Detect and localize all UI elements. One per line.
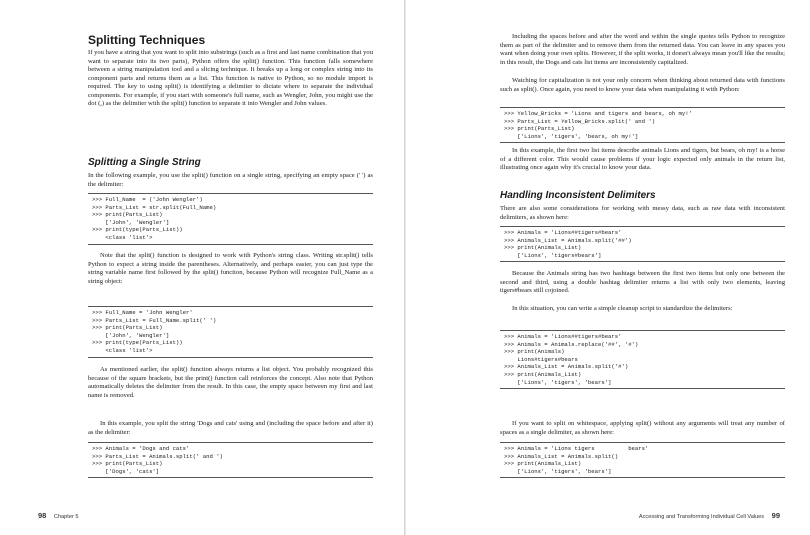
right-footer (639, 511, 780, 520)
paragraph: In the following example, you use the split() function on a single string, specifying an empty space (' ') as the delimiter: (88, 172, 373, 188)
paragraph: Including the spaces before and after the word and within the single quotes tells Python to recognize them as part of the delimiter and to remove them from the returned data. You can leave in any spaces you want when doing your own splits. However, if the split works, it doesn't always mean you'll like the results; in this result, the Dogs and cats list items are inconsistently capitalized. (500, 33, 785, 66)
chapter-label: Chapter 5 (53, 514, 79, 520)
paragraph: Because the Animals string has two hashtags between the first two items but only one between the second and third, using a double hashtag delimiter returns a list with only two elements, leaving tigers#bears still cojoined. (500, 270, 785, 294)
page-number: 99 (771, 511, 780, 520)
paragraph: As mentioned earlier, the split() function always returns a list object. You probably recognized this because of the square brackets, but the print() function call reinforces the concept. Also note that Python automatically deletes the delimiter from the result. In this case, the empty space between my first and last name is removed. (88, 366, 373, 399)
subsection-title: Handling Inconsistent Delimiters (500, 190, 656, 201)
subsection-title: Splitting a Single String (88, 157, 201, 168)
running-head: Accessing and Transforming Individual Cell Values (638, 514, 765, 520)
left-footer (38, 511, 78, 520)
paragraph: In this situation, you can write a simple cleanup script to standardize the delimiters: (512, 305, 733, 312)
code-block: >>> Full_Name = 'John Wengler' >>> Parts_List = Full_Name.split(' ') >>> print(Parts_List) ['John', 'Wengler'] >>> print(type(Parts_List)) <class 'list'> (88, 306, 373, 358)
left-page (0, 0, 404, 535)
paragraph: If you want to split on whitespace, applying split() without any arguments will treat any number of spaces as a single delimiter, as shown here: (500, 420, 785, 436)
page-number: 98 (38, 511, 47, 520)
code-block: >>> Animals = 'Dogs and cats' >>> Parts_List = Animals.split(' and ') >>> print(Parts_List) ['Dogs', 'cats'] (88, 442, 373, 478)
right-page (406, 0, 810, 535)
section-title: Splitting Techniques (88, 33, 206, 47)
code-block: >>> Animals = 'Lions##tigers#bears' >>> Animals = Animals.replace('##', '#') >>> print(Animals) Lions#tigers#bears >>> Animals_List = Animals.split('#') >>> print(Animals_List) ['Lions', 'tigers', 'bears'] (500, 330, 785, 389)
code-block: >>> Yellow_Bricks = 'Lions and tigers and bears, oh my!' >>> Parts_List = Yellow_Bricks.split(' and ') >>> print(Parts_List) ['Lions', 'tigers', 'bears, oh my!'] (500, 107, 785, 143)
code-block: >>> Animals = 'Lions tigers bears' >>> Animals_List = Animals.split() >>> print(Animals_List) ['Lions', 'tigers', 'bears'] (500, 442, 785, 478)
paragraph: Watching for capitalization is not your only concern when thinking about returned data with functions such as split(). Once again, you need to know your data when manipulating it with Python: (500, 77, 785, 93)
paragraph: If you have a string that you want to split into substrings (such as a first and last name combination that you want to separate into its two parts), Python offers the split() function. This function falls somewhere between a string manipulation tool and a slicing technique. It breaks up a long or complex string into its component parts and returns them as a list. This function is native to Python, so no module import is required. The key to using split() is identifying a delimiter to dictate where to separate the individual components. For example, if you start with someone's full name, such as Wengler, John, you might use the dot (,) as the delimiter with the split() function to separate it into Wengler and John values. (88, 49, 373, 107)
paragraph: There are also some considerations for working with messy data, such as raw data with inconsistent delimiters, as shown here: (500, 205, 785, 221)
code-block: >>> Full_Name = ('John Wengler') >>> Parts_List = str.split(Full_Name) >>> print(Parts_List) ['John', 'Wengler'] >>> print(type(Parts_List)) <class 'list'> (88, 193, 373, 245)
code-block: >>> Animals = 'Lions##tigers#bears' >>> Animals_List = Animals.split('##') >>> print(Animals_List) ['Lions', 'tigers#bears'] (500, 226, 785, 262)
paragraph: In this example, the first two list items describe animals Lions and tigers, but bears, oh my! is a horse of a different color. This would cause problems if your logic expected only animals in the return list, illustrating once again why it's crucial to know your data. (500, 147, 785, 171)
paragraph: In this example, you split the string 'Dogs and cats' using and (including the space before and after it) as the delimiter: (88, 420, 373, 436)
paragraph: Note that the split() function is designed to work with Python's string class. Writing str.split() tells Python to expect a string inside the parentheses. Alternatively, and perhaps easier, you can just type the string variable name first followed by the split() function, because Python will recognize Full_Name as a string object: (88, 252, 373, 285)
